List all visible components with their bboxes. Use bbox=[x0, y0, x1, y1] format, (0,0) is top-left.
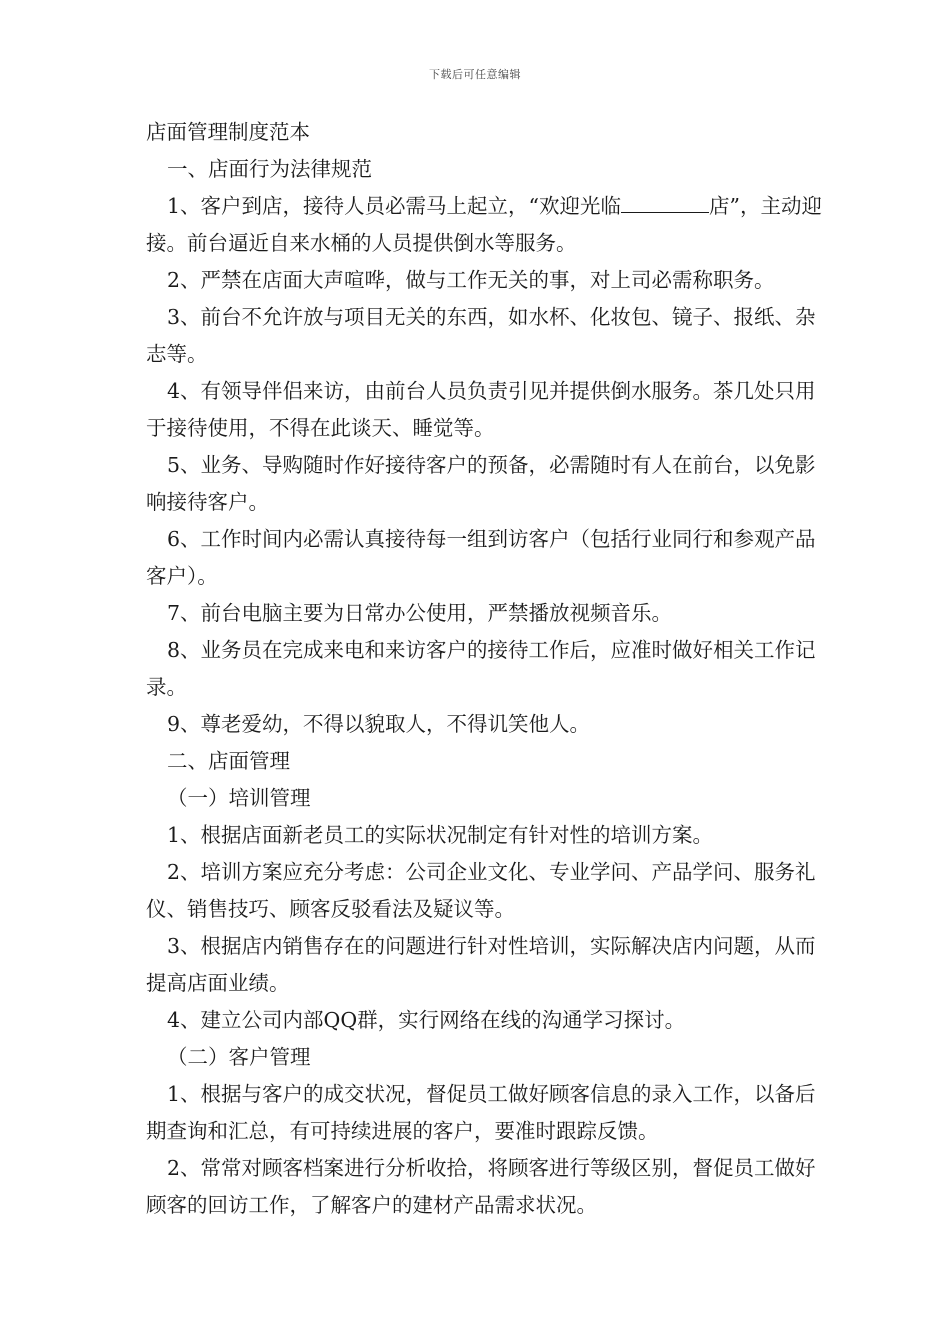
list-item: 1、根据与客户的成交状况，督促员工做好顾客信息的录入工作，以备后期查询和汇总，有可持续进展的客户，要准时跟踪反馈。 bbox=[146, 1082, 816, 1143]
list-item: 4、建立公司内部QQ群，实行网络在线的沟通学习探讨。 bbox=[167, 1008, 686, 1032]
section-heading: 一、店面行为法律规范 bbox=[167, 157, 372, 181]
page-header: 下载后可任意编辑 bbox=[429, 68, 521, 81]
fill-in-blank bbox=[621, 190, 709, 213]
list-item: 6、工作时间内必需认真接待每一组到访客户（包括行业同行和参观产品客户）。 bbox=[146, 527, 816, 588]
list-item bbox=[146, 188, 826, 262]
document-title: 店面管理制度范本 bbox=[146, 120, 310, 144]
list-item: 2、严禁在店面大声喧哗，做与工作无关的事，对上司必需称职务。 bbox=[167, 268, 775, 292]
list-item-text: 店”，主动迎接。前台逼近自来水桶的人员提供倒水等服务。 bbox=[146, 194, 823, 255]
list-item: 4、有领导伴侣来访，由前台人员负责引见并提供倒水服务。茶几处只用于接待使用，不得在此谈天、睡觉等。 bbox=[146, 379, 816, 440]
list-item: 5、业务、导购随时作好接待客户的预备，必需随时有人在前台，以免影响接待客户。 bbox=[146, 453, 816, 514]
list-item: 8、业务员在完成来电和来访客户的接待工作后，应准时做好相关工作记录。 bbox=[146, 638, 816, 699]
list-item: 7、前台电脑主要为日常办公使用，严禁播放视频音乐。 bbox=[167, 601, 673, 625]
list-item: 9、尊老爱幼，不得以貌取人，不得讥笑他人。 bbox=[167, 712, 591, 736]
list-item: 3、前台不允许放与项目无关的东西，如水杯、化妆包、镜子、报纸、杂志等。 bbox=[146, 305, 816, 366]
subsection-heading: （二）客户管理 bbox=[167, 1045, 311, 1069]
list-item: 1、根据店面新老员工的实际状况制定有针对性的培训方案。 bbox=[167, 823, 714, 847]
list-item: 3、根据店内销售存在的问题进行针对性培训，实际解决店内问题，从而提高店面业绩。 bbox=[146, 934, 816, 995]
document-body bbox=[146, 114, 826, 1224]
list-item: 2、培训方案应充分考虑：公司企业文化、专业学问、产品学问、服务礼仪、销售技巧、顾客反驳看法及疑议等。 bbox=[146, 860, 816, 921]
subsection-heading: （一）培训管理 bbox=[167, 786, 311, 810]
list-item-text: 1、客户到店，接待人员必需马上起立，“欢迎光临 bbox=[167, 194, 622, 218]
section-heading: 二、店面管理 bbox=[167, 749, 290, 773]
list-item: 2、常常对顾客档案进行分析收拾，将顾客进行等级区别，督促员工做好顾客的回访工作，了解客户的建材产品需求状况。 bbox=[146, 1156, 816, 1217]
